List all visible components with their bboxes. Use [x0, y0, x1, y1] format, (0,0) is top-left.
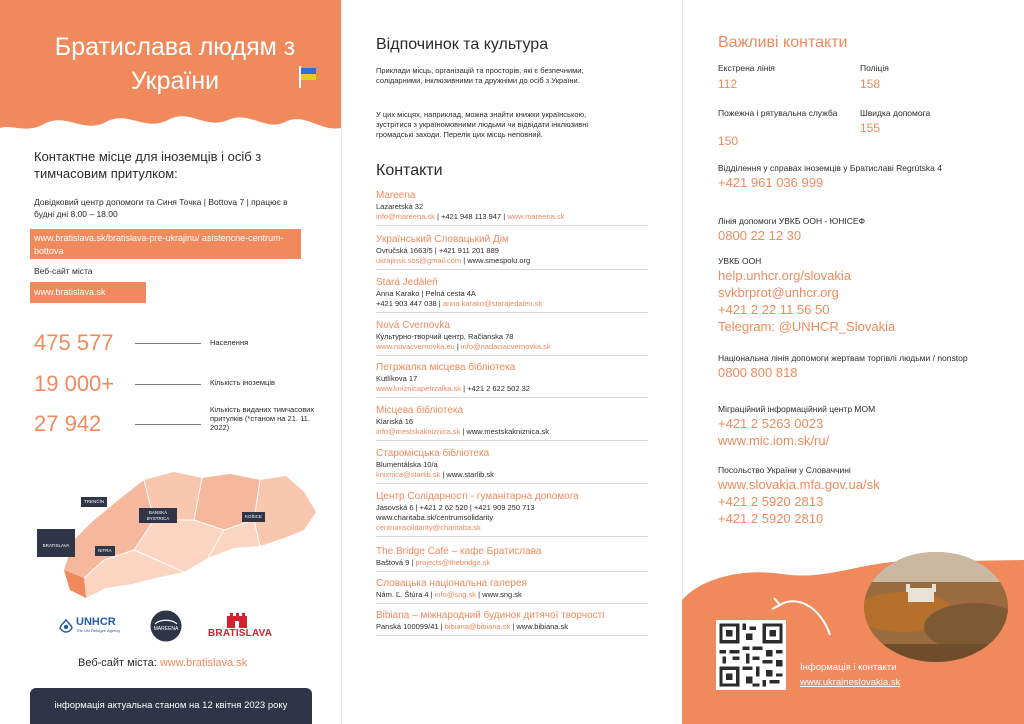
important-contact-label: Міграційний інформаційний центр МОМ: [718, 404, 876, 414]
important-contacts-title: Важливі контакти: [718, 34, 848, 51]
contact-entry: [376, 448, 648, 484]
police-number[interactable]: 158: [860, 77, 881, 91]
contact-entry-text: | www.bibiana.sk: [510, 622, 569, 631]
important-contact-value[interactable]: 0800 800 818: [718, 365, 798, 380]
column-divider: [341, 0, 342, 724]
stat-population-label: Населення: [210, 338, 249, 347]
contact-entry-link[interactable]: www.mareena.sk: [507, 212, 565, 221]
stat-foreigners-label: Кількість іноземців: [210, 378, 275, 387]
unhcr-subtitle: The UN Refugee Agency: [76, 628, 121, 633]
contact-entry: [376, 190, 648, 226]
contact-entry-text: Культурно-творчий центр, Račianska 78: [376, 332, 514, 341]
contact-entry-name: Bibiana – міжнародний будинок дитячої творчості: [376, 610, 605, 621]
contact-entry-text: | www.smespolu.org: [461, 256, 531, 265]
contact-entry-detail: [376, 256, 648, 266]
contact-entry-link[interactable]: www.kniznicapetrzalka.sk: [376, 384, 462, 393]
contact-entry: [376, 405, 648, 441]
contact-entry-detail: [376, 289, 648, 299]
city-site-label: Веб-сайт міста: [34, 266, 93, 276]
important-contact: [718, 464, 988, 527]
important-contact: [718, 162, 988, 191]
important-contact-label: Лінія допомоги УВКБ ООН - ЮНІСЕФ: [718, 216, 866, 226]
police-label: Поліція: [860, 63, 889, 73]
help-center-info: Довідковий центр допомоги та Синя Точка | Bottova 7 | працює в будні дні 8.00 – 18.00: [34, 197, 288, 219]
stat-divider: [135, 424, 201, 425]
contact-entry-text: Blumentálska 10/a: [376, 460, 438, 469]
important-contact-value[interactable]: +421 2 5920 2810: [718, 511, 824, 526]
contact-entry-name: Місцева бібліотека: [376, 405, 464, 416]
map-tag-nitra: NITRA: [95, 546, 115, 556]
info-date-bar: інформація актуальна станом на 12 квітня 2023 року: [30, 688, 312, 724]
map-tag-banska-bystrica: BANSKÁ BYSTRICA: [139, 508, 177, 523]
footer-website-label: Веб-сайт міста:: [78, 657, 157, 669]
contact-entry-detail: [376, 558, 648, 568]
contact-entry-name: Nová Cvernovka: [376, 320, 450, 331]
contact-entry-name: The Bridge Café – кафе Братислава: [376, 546, 542, 557]
contact-entry-link[interactable]: www.novacvernovka.eu: [376, 342, 455, 351]
contact-entry-name: Stará Jedáleň: [376, 277, 438, 288]
contact-entry-detail: [376, 246, 648, 256]
contact-entry-text: Jasovská 6 | +421 2 62 520 | +421 909 250 713: [376, 503, 535, 512]
important-contact-value[interactable]: +421 2 5920 2813: [718, 494, 824, 509]
fire-label: Пожежна і рятувальна служба: [718, 108, 838, 118]
contact-entry-detail: [376, 622, 648, 632]
contact-entry-link[interactable]: info@mareena.sk: [376, 212, 435, 221]
ukraine-flag-icon: [299, 66, 317, 86]
mareena-logo-text: MAREENA: [153, 626, 179, 632]
contact-entry-detail: [376, 470, 648, 480]
contact-entry-detail: [376, 212, 648, 222]
contact-entry-detail: [376, 427, 648, 437]
contact-entry: [376, 320, 648, 356]
contact-entry-text: | www.mestskakniznica.sk: [460, 427, 549, 436]
important-contact-value[interactable]: +421 2 5263 0023: [718, 416, 824, 431]
important-contact-value[interactable]: help.unhcr.org/slovakia: [718, 268, 851, 283]
culture-paragraph-1: Приклади місць, організацій та просторів, які є безпечними, солідарними, інклюзивними та дружніми до осіб з України.: [376, 66, 584, 85]
contact-entry: [376, 362, 648, 398]
ambulance-number[interactable]: 155: [860, 121, 881, 135]
bratislava-logo-text: BRATISLAVA: [208, 628, 273, 639]
contact-entry-detail: [376, 374, 648, 384]
contact-entry-text: | www.starlib.sk: [440, 470, 494, 479]
slovakia-map: [34, 460, 324, 610]
contact-entry: [376, 610, 648, 636]
castle-icon: [226, 612, 248, 628]
contact-entry-name: Старомісцька бібліотека: [376, 448, 490, 459]
contact-entry-link[interactable]: centrumsolidarity@charitaba.sk: [376, 523, 481, 532]
contact-entry-link[interactable]: info@mestskakniznica.sk: [376, 427, 461, 436]
contact-entry-detail: [376, 332, 648, 342]
contact-entry-text: |: [454, 342, 461, 351]
footer-website-link[interactable]: www.bratislava.sk: [159, 657, 248, 669]
info-link[interactable]: www.ukraineslovakia.sk: [800, 677, 901, 688]
culture-title: Відпочинок та культура: [376, 36, 549, 53]
contact-entry-detail: [376, 384, 648, 394]
important-contact-value[interactable]: www.mic.iom.sk/ru/: [718, 433, 830, 448]
contact-entry-link[interactable]: bibiana@bibiana.sk: [444, 622, 511, 631]
important-contact-value[interactable]: +421 961 036 999: [718, 175, 824, 190]
contact-entry-text: | www.sng.sk: [476, 590, 522, 599]
important-contact: [718, 255, 988, 335]
ambulance-label: Швидка допомога: [860, 108, 931, 118]
contact-entry-detail: [376, 503, 648, 513]
important-contact: [718, 215, 988, 244]
fire-number[interactable]: 150: [718, 134, 739, 148]
important-contact-label: Відділення у справах іноземців у Братиславі Regrútska 4: [718, 163, 942, 173]
important-contact: [718, 352, 988, 381]
contact-entry: [376, 234, 648, 270]
map-tag-bratislava: BRATISLAVA: [37, 529, 75, 557]
contact-entry-text: Baštová 9 |: [376, 558, 416, 567]
emergency-label: Екстрена лінія: [718, 63, 775, 73]
contact-entry-text: www.charitaba.sk/centrumsolidarity: [376, 513, 494, 522]
important-contact-value[interactable]: 0800 22 12 30: [718, 228, 802, 243]
bratislava-logo: [208, 612, 278, 640]
contact-entry-name: Український Словацький Дім: [376, 234, 509, 245]
important-contact-value[interactable]: svkbrprot@unhcr.org: [718, 285, 839, 300]
map-tag-trencin: TRENČÍN: [81, 497, 107, 507]
contact-entry: [376, 578, 648, 604]
contact-entry: [376, 546, 648, 572]
contact-entry-text: Kutlíkova 17: [376, 374, 418, 383]
unhcr-logo: [58, 616, 138, 638]
contact-entry-detail: [376, 417, 648, 427]
contact-entry-text: Panská 100099/41 |: [376, 622, 445, 631]
contact-entry-text: | +421 2 622 502 32: [461, 384, 530, 393]
stat-foreigners-value: 19 000+: [34, 371, 115, 396]
stat-refuge-value: 27 942: [34, 411, 102, 436]
page-title: Братислава людям з України: [54, 33, 296, 95]
left-panel: [0, 0, 341, 724]
important-contact-label: Національна лінія допомоги жертвам торгівлі людьми / nonstop: [718, 353, 968, 363]
contacts-title: Контакти: [376, 162, 443, 179]
important-contact-value[interactable]: +421 2 22 11 56 50: [718, 302, 830, 317]
contact-entry-link[interactable]: ukrajinsk.sos@gmail.com: [376, 256, 462, 265]
contact-entry-detail: [376, 202, 648, 212]
contact-entry-link[interactable]: info@sng.sk: [434, 590, 477, 599]
contact-entry-link[interactable]: projects@thebridge.sk: [415, 558, 491, 567]
contact-entry-detail: [376, 513, 648, 523]
important-contact: [718, 403, 988, 449]
important-contact-value[interactable]: Telegram: @UNHCR_Slovakia: [718, 319, 896, 334]
help-center-link[interactable]: www.bratislava.sk/bratislava-pre-ukrajinu/ asistencne-centrum-bottova: [30, 229, 301, 259]
contact-entry-detail: [376, 299, 648, 309]
contact-entry-name: Центр Солідарності - гуманітарна допомога: [376, 491, 579, 502]
info-label: Інформація і контакти: [800, 662, 897, 673]
contact-entry-text: Ovručská 1663/5 | +421 911 201 889: [376, 246, 499, 255]
contact-entry: [376, 491, 648, 537]
unhcr-emblem-icon: [58, 618, 74, 634]
contact-entry-link[interactable]: kniznica@starlib.sk: [376, 470, 441, 479]
mareena-logo: [150, 610, 182, 642]
stat-divider: [135, 343, 201, 344]
contact-entry-text: Klariská 16: [376, 417, 414, 426]
stat-refuge-label: Кількість виданих тимчасових притулків (*станом на 21. 11. 2022): [210, 405, 315, 432]
contact-entry: [376, 277, 648, 313]
contact-entry-text: +421 903 447 038 |: [376, 299, 443, 308]
contact-heading: Контактне місце для іноземців і осіб з тимчасовим притулком:: [34, 149, 262, 181]
important-contact-value[interactable]: www.slovakia.mfa.gov.ua/sk: [718, 477, 880, 492]
unhcr-name: UNHCR: [76, 616, 116, 628]
city-site-link[interactable]: www.bratislava.sk: [30, 282, 146, 303]
footer-website: [78, 657, 247, 669]
contact-entry-text: Lazaretská 32: [376, 202, 424, 211]
contact-entry-text: Nám. Ľ. Štúra 4 |: [376, 590, 435, 599]
contact-entry-text: Anna Karako | Pelná cesta 4A: [376, 289, 476, 298]
stat-divider: [135, 384, 201, 385]
stat-population-value: 475 577: [34, 330, 114, 355]
contact-entry-detail: [376, 523, 648, 533]
contact-entry-name: Петржалка місцева бібліотека: [376, 362, 516, 373]
contact-entry-text: | +421 948 113 947 |: [434, 212, 508, 221]
contact-entry-detail: [376, 460, 648, 470]
contact-entry-name: Словацька національна галерея: [376, 578, 527, 589]
contact-entry-link[interactable]: anna.karako@starajedalen.sk: [442, 299, 543, 308]
culture-paragraph-2: У цих місцях, наприклад, можна знайти книжки українською, зустрітися з україномовними людьми чи відвідати інклюзивні громадські заходи. Перелік цих місць неповний.: [376, 110, 589, 139]
important-contact-label: Посольство України у Словаччині: [718, 465, 851, 475]
qr-code[interactable]: [716, 620, 786, 690]
contact-entry-detail: [376, 342, 648, 352]
map-tag-kosice: KOŠICE: [242, 512, 265, 522]
bratislava-photo: [864, 552, 1008, 662]
contact-entry-detail: [376, 590, 648, 600]
partner-logos: [58, 610, 288, 642]
important-contact-label: УВКБ ООН: [718, 256, 762, 266]
emergency-number[interactable]: 112: [718, 77, 738, 91]
contact-entry-link[interactable]: info@nadaciacvernovka.sk: [460, 342, 551, 351]
contact-entry-name: Mareena: [376, 190, 416, 201]
